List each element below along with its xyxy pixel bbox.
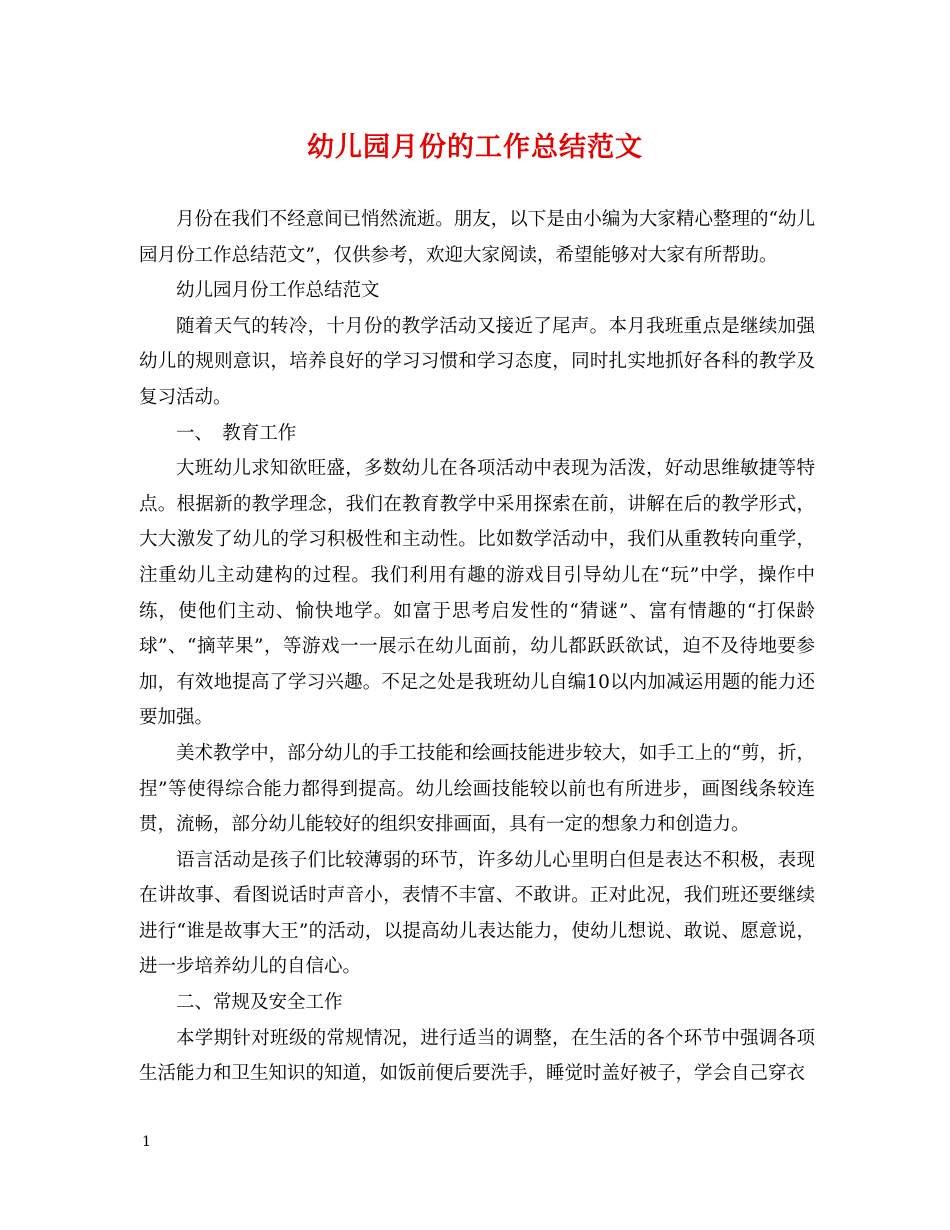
overview-paragraph: 随着天气的转冷，十月份的教学活动又接近了尾声。本月我班重点是继续加强幼儿的规则意识，培养良好的学习习惯和学习态度，同时扎实地抓好各科的教学及复习活动。	[139, 315, 815, 408]
routine-paragraph: 本学期针对班级的常规情况，进行适当的调整，在生活的各个环节中强调各项生活能力和卫生知识的知道，如饭前便后要洗手，睡觉时盖好被子，学会自己穿衣	[139, 1027, 815, 1085]
section-heading-routine-safety: 二、常规及安全工作	[176, 992, 343, 1014]
document-title: 幼儿园月份的工作总结范文	[307, 132, 643, 163]
art-paragraph: 美术教学中，部分幼儿的手工技能和绘画技能进步较大，如手工上的“剪，折，捏”等使得综合能力都得到提高。幼儿绘画技能较以前也有所进步，画图线条较连贯，流畅，部分幼儿能较好的组织安排画面，具有一定的想象力和创造力。	[139, 742, 815, 836]
section-heading-education: 一、 教育工作	[176, 422, 297, 444]
intro-paragraph: 月份在我们不经意间已悄然流逝。朋友，以下是由小编为大家精心整理的“幼儿园月份工作总结范文”，仅供参考，欢迎大家阅读，希望能够对大家有所帮助。	[139, 209, 815, 266]
education-paragraph: 大班幼儿求知欲旺盛，多数幼儿在各项活动中表现为活泼，好动思维敏捷等特点。根据新的教学理念，我们在教育教学中采用探索在前，讲解在后的教学形式，大大激发了幼儿的学习积极性和主动性。比如数学活动中，我们从重教转向重学，注重幼儿主动建构的过程。我们利用有趣的游戏目引导幼儿在“玩”中学，操作中练，使他们主动、愉快地学。如富于思考启发性的“猜谜”、富有情趣的“打保龄球”、“摘苹果”，等游戏一一展示在幼儿面前，幼儿都跃跃欲试，迫不及待地要参加，有效地提高了学习兴趣。不足之处是我班幼儿自编10以内加减运用题的能力还要加强。	[139, 458, 815, 729]
page-number: 1	[142, 1134, 151, 1150]
subtitle-paragraph: 幼儿园月份工作总结范文	[176, 280, 380, 302]
language-paragraph: 语言活动是孩子们比较薄弱的环节，许多幼儿心里明白但是表达不积极，表现在讲故事、看图说话时声音小，表情不丰富、不敢讲。正对此况，我们班还要继续进行“谁是故事大王”的活动，以提高幼儿表达能力，使幼儿想说、敢说、愿意说，进一步培养幼儿的自信心。	[139, 849, 815, 978]
document-body	[139, 202, 815, 1092]
